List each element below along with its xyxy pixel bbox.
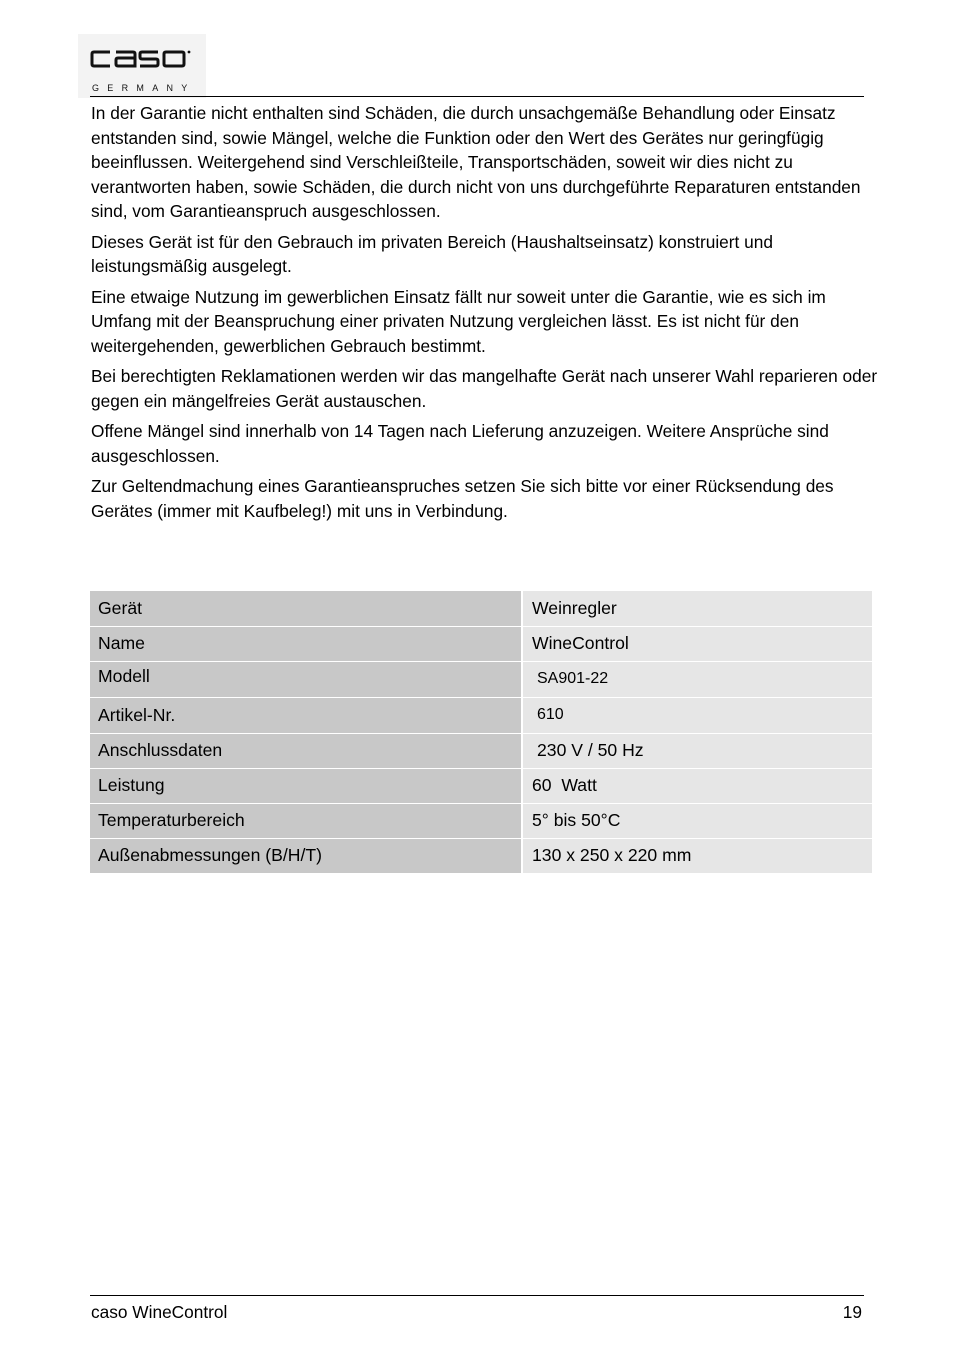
page-number: 19 <box>842 1302 862 1322</box>
table-row <box>90 803 872 838</box>
spec-table <box>90 591 872 874</box>
table-row <box>90 768 872 803</box>
paragraph-complaints: Bei berechtigten Reklamationen werden wir das mangelhafte Gerät nach unserer Wahl reparieren oder gegen ein mängelfreies Gerät austauschen. <box>91 366 878 411</box>
paragraph-defects-notice: Offene Mängel sind innerhalb von 14 Tagen nach Lieferung anzuzeigen. Weitere Ansprüche sind ausgeschlossen. <box>91 421 829 466</box>
spec-value: 60 Watt <box>522 768 872 803</box>
table-row <box>90 591 872 626</box>
paragraph-private-use: Dieses Gerät ist für den Gebrauch im privaten Bereich (Haushaltseinsatz) konstruiert und leistungsmäßig ausgelegt. <box>91 231 773 276</box>
spec-label: Artikel-Nr. <box>90 697 522 733</box>
paragraph-claim-procedure: Zur Geltendmachung eines Garantieanspruches setzen Sie sich bitte vor einer Rücksendung des Gerätes (immer mit Kaufbeleg!) mit uns in Verbindung. <box>91 476 834 521</box>
spec-label: Name <box>90 626 522 661</box>
warranty-text <box>91 101 881 529</box>
spec-value: SA901-22 <box>522 661 872 697</box>
footer-title: caso WineControl <box>91 1302 228 1322</box>
spec-value: WineControl <box>522 626 872 661</box>
table-row <box>90 661 872 697</box>
table-row <box>90 697 872 733</box>
spec-value: 130 x 250 x 220 mm <box>522 838 872 873</box>
paragraph-warranty-exclusions: In der Garantie nicht enthalten sind Schäden, die durch unsachgemäße Behandlung oder Einsatz entstanden sind, sowie Mängel, welche die Funktion oder den Wert des Gerätes nur geringfügig beeinflussen. Weitergehend sind Verschleißteile, Transportschäden, soweit wir dies nicht zu verantworten haben, sowie Schäden, die durch nicht von uns durchgeführte Reparaturen entstanden sind, vom Garantieanspruch ausgeschlossen. <box>91 103 861 221</box>
footer-divider <box>90 1295 864 1296</box>
spec-label: Außenabmessungen (B/H/T) <box>90 838 522 873</box>
table-row <box>90 733 872 768</box>
spec-value: 5° bis 50°C <box>522 803 872 838</box>
spec-value: Weinregler <box>522 591 872 626</box>
header-divider <box>90 96 864 97</box>
spec-value: 230 V / 50 Hz <box>522 733 872 768</box>
table-row <box>90 626 872 661</box>
brand-logo <box>78 34 206 98</box>
spec-label: Anschlussdaten <box>90 733 522 768</box>
spec-value: 610 <box>522 697 872 733</box>
table-row <box>90 838 872 873</box>
logo-subtext: GERMANY <box>92 83 196 93</box>
spec-label: Temperaturbereich <box>90 803 522 838</box>
spec-label: Leistung <box>90 768 522 803</box>
spec-label: Gerät <box>90 591 522 626</box>
spec-label: Modell <box>90 661 522 697</box>
paragraph-commercial-use: Eine etwaige Nutzung im gewerblichen Einsatz fällt nur soweit unter die Garantie, wie es sich im Umfang mit der Beanspruchung einer privaten Nutzung vergleichen lässt. Es ist nicht für den weitergehenden, gewerblichen Gebrauch bestimmt. <box>91 286 826 356</box>
